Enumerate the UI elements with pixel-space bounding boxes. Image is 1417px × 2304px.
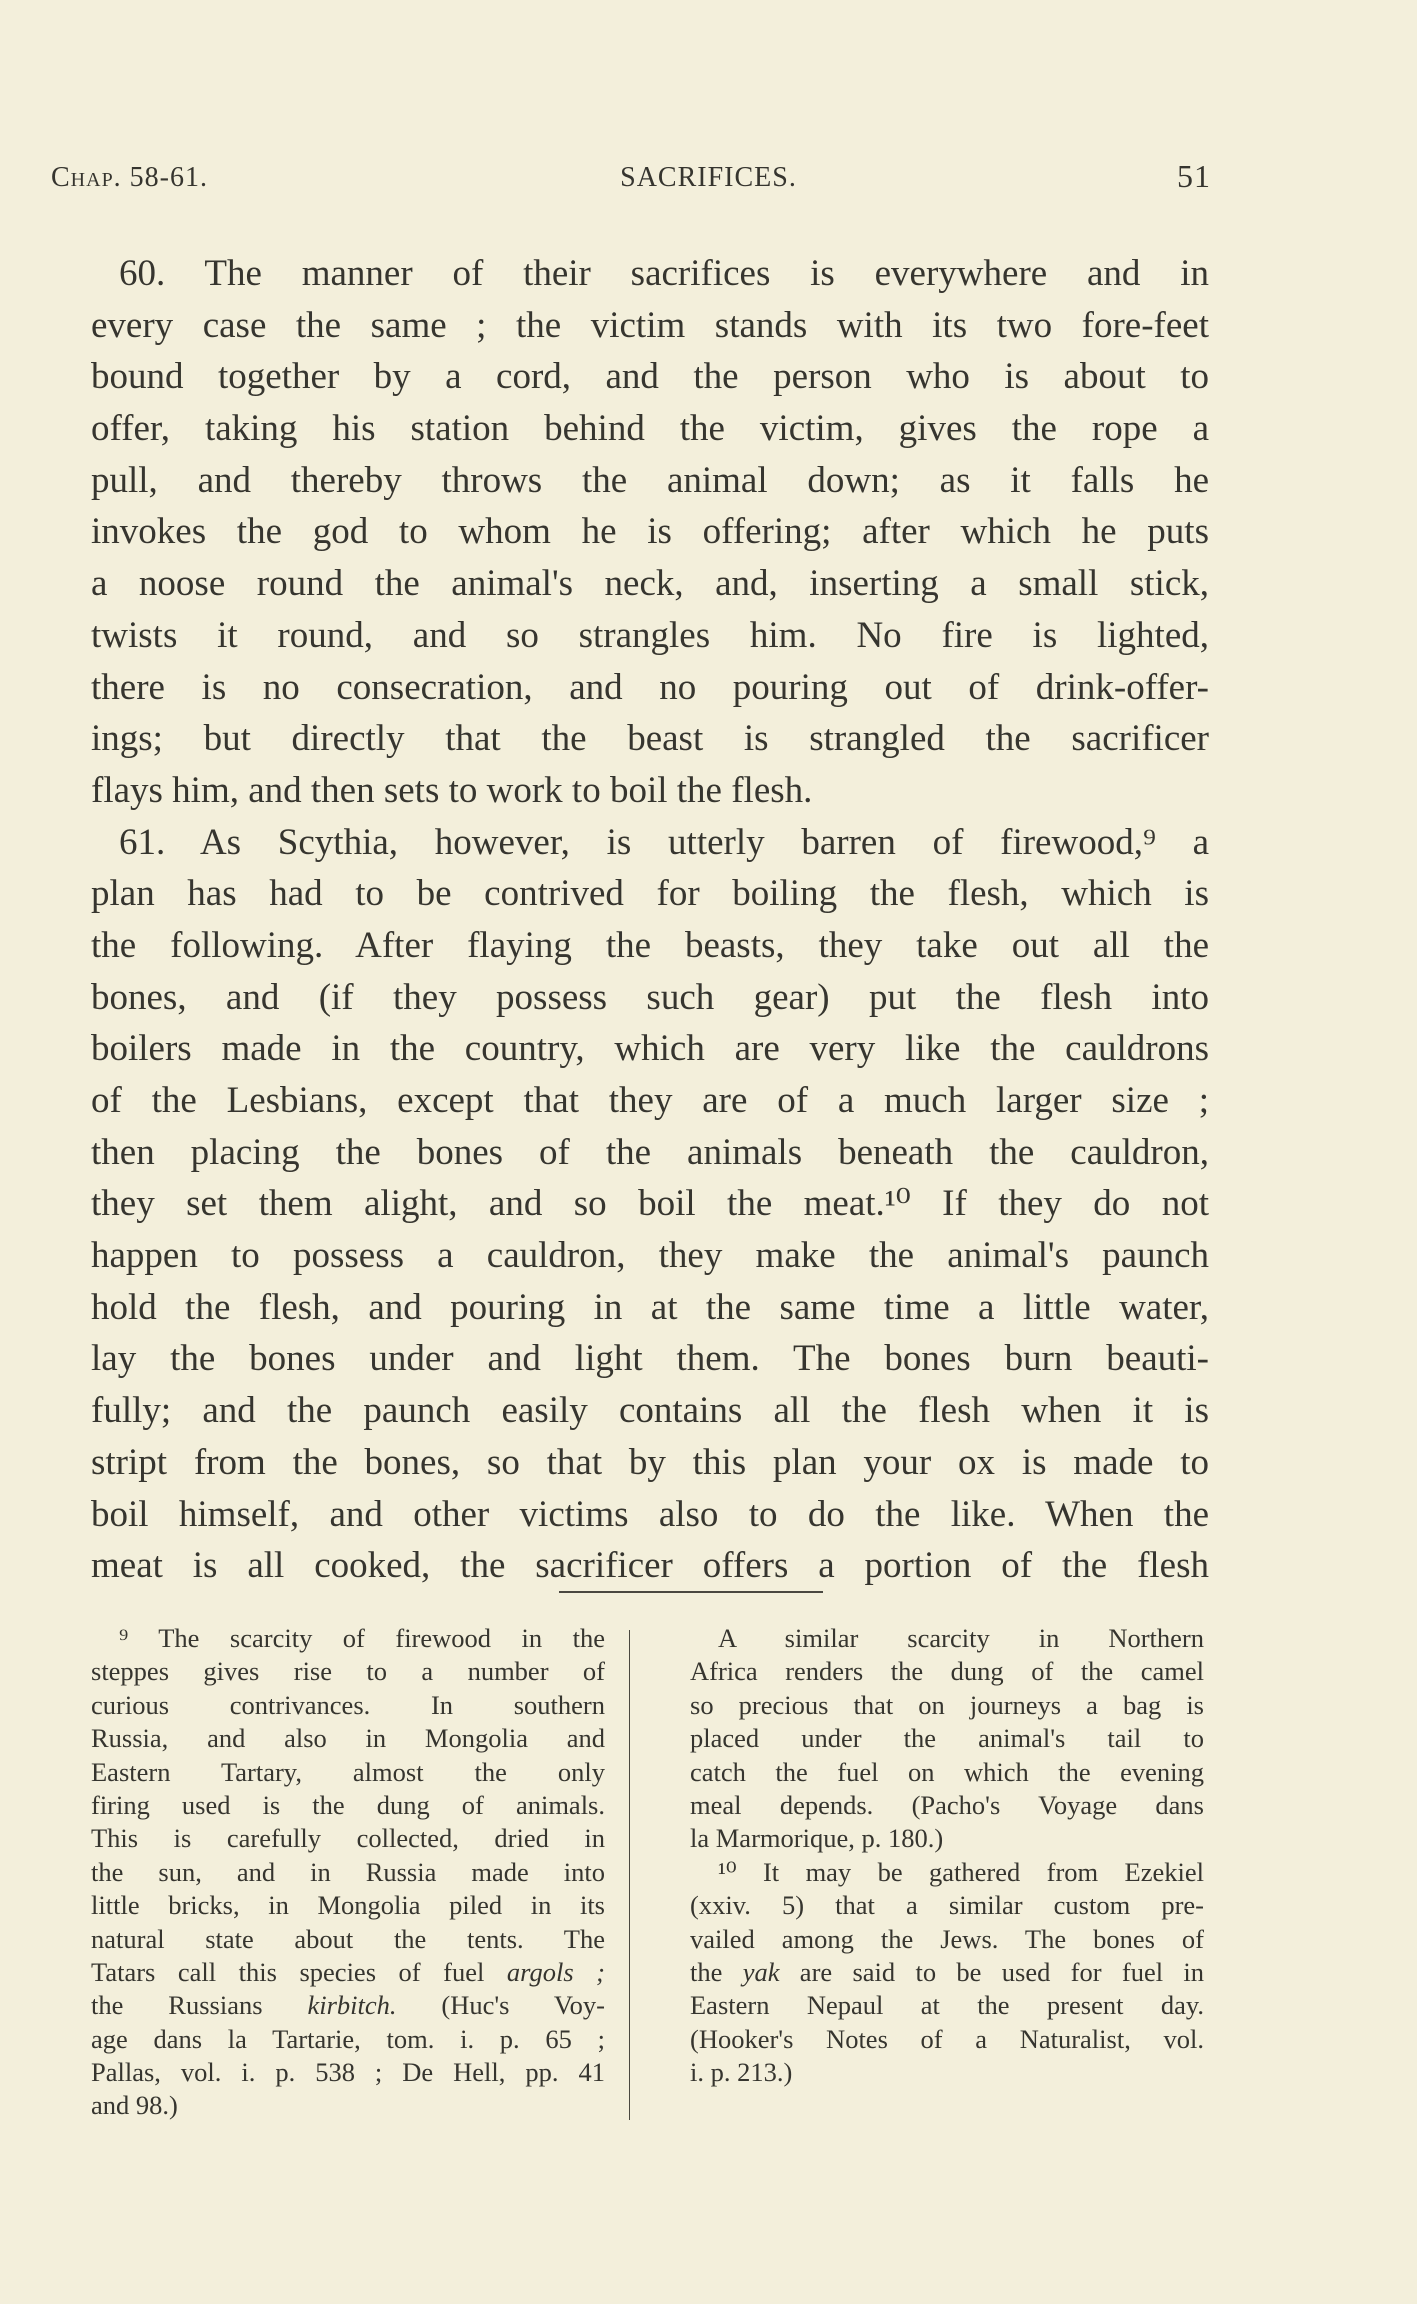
body-line: [91, 662, 1209, 714]
body-line: [91, 1540, 1209, 1592]
line-text: and 98.): [91, 2090, 178, 2121]
body-line: [91, 558, 1209, 610]
footnote-line: [690, 1956, 1204, 1989]
footnote-line: [690, 1923, 1204, 1956]
footnote-line: [91, 2089, 605, 2122]
line-text: ¹⁰ It may be gathered from Ezekiel: [718, 1856, 1204, 1887]
footnote-line: [91, 1923, 605, 1956]
body-text: [91, 248, 1209, 1592]
footnote-line: [91, 1956, 605, 1989]
line-text: the following. After flaying the beasts, they take out all the: [91, 924, 1209, 966]
line-text: offer, taking his station behind the victim, gives the rope a: [91, 408, 1209, 450]
line-text: the: [690, 1956, 743, 1987]
body-line: [91, 300, 1209, 352]
line-text: meal depends. (Pacho's Voyage dans: [690, 1789, 1204, 1820]
footnote-line: [91, 1655, 605, 1688]
footnote-line: [690, 2056, 1204, 2089]
footnote-line: [91, 1822, 605, 1855]
body-line: [91, 1489, 1209, 1541]
footnote-rule: [559, 1591, 823, 1593]
body-line: [91, 765, 1209, 817]
footnote-line: [690, 2023, 1204, 2056]
body-line: [91, 248, 1209, 300]
line-text: the Russians: [91, 1990, 308, 2021]
line-text: fully; and the paunch easily contains all the flesh when it is: [91, 1390, 1209, 1432]
body-line: [91, 1075, 1209, 1127]
line-text: curious contrivances. In southern: [91, 1689, 605, 1720]
line-text: This is carefully collected, dried in: [91, 1823, 605, 1854]
footnote-line: [690, 1856, 1204, 1889]
footnote-line: [91, 1722, 605, 1755]
line-text: 61. As Scythia, however, is utterly barren of firewood,⁹ a: [119, 821, 1209, 863]
line-text: 60. The manner of their sacrifices is everywhere and in: [119, 253, 1209, 294]
column-divider: [629, 1630, 630, 2120]
footnote-line: [91, 2023, 605, 2056]
line-text: bound together by a cord, and the person who is about to: [91, 356, 1209, 398]
line-text: firing used is the dung of animals.: [91, 1789, 605, 1820]
footnote-line: [690, 1756, 1204, 1789]
line-text: the sun, and in Russia made into: [91, 1856, 605, 1887]
body-line: [91, 1385, 1209, 1437]
line-text: age dans la Tartarie, tom. i. p. 65 ;: [91, 2023, 605, 2054]
body-line: [91, 713, 1209, 765]
running-head-chapter: Chap. 58-61.: [51, 162, 209, 193]
italic-text: argols ;: [506, 1956, 605, 1987]
footnote-line: [91, 1989, 605, 2022]
line-text: (xxiv. 5) that a similar custom pre-: [690, 1890, 1204, 1921]
body-line: [91, 1282, 1209, 1334]
line-text: boil himself, and other victims also to do the like. When the: [91, 1493, 1209, 1535]
italic-text: yak: [742, 1956, 780, 1987]
footnote-line: [690, 1689, 1204, 1722]
line-text: natural state about the tents. The: [91, 1923, 605, 1954]
line-text: twists it round, and so strangles him. No fire is lighted,: [91, 614, 1209, 656]
line-text: there is no consecration, and no pouring out of drink-offer-: [91, 666, 1209, 708]
line-text: invokes the god to whom he is offering; after which he puts: [91, 511, 1209, 553]
line-text: pull, and thereby throws the animal down; as it falls he: [91, 459, 1209, 501]
line-text: Pallas, vol. i. p. 538 ; De Hell, pp. 41: [91, 2057, 605, 2088]
line-text: (Hooker's Notes of a Naturalist, vol.: [690, 2023, 1204, 2054]
line-text: boilers made in the country, which are very like the cauldrons: [91, 1028, 1209, 1070]
footnote-line: [91, 1856, 605, 1889]
line-text: (Huc's Voy-: [396, 1990, 605, 2021]
body-line: [91, 351, 1209, 403]
body-line: [91, 1230, 1209, 1282]
footnote-line: [91, 1689, 605, 1722]
line-text: are said to be used for fuel in: [779, 1956, 1204, 1987]
body-line: [91, 610, 1209, 662]
line-text: ings; but directly that the beast is strangled the sacrificer: [91, 718, 1209, 760]
line-text: catch the fuel on which the evening: [690, 1756, 1204, 1787]
line-text: a noose round the animal's neck, and, inserting a small stick,: [91, 563, 1209, 605]
line-text: A similar scarcity in Northern: [718, 1623, 1204, 1653]
line-text: steppes gives rise to a number of: [91, 1656, 605, 1687]
line-text: Eastern Tartary, almost the only: [91, 1756, 605, 1787]
line-text: bones, and (if they possess such gear) put the flesh into: [91, 976, 1209, 1018]
running-head-title: SACRIFICES.: [620, 162, 797, 193]
footnotes-left-column: [91, 1622, 605, 2123]
footnote-line: [690, 1622, 1204, 1655]
line-text: la Marmorique, p. 180.): [690, 1823, 944, 1854]
line-text: meat is all cooked, the sacrificer offers a portion of the flesh: [91, 1545, 1209, 1587]
footnote-line: [91, 1789, 605, 1822]
body-line: [91, 1178, 1209, 1230]
footnote-line: [91, 1889, 605, 1922]
body-line: [91, 817, 1209, 869]
footnote-line: [690, 1889, 1204, 1922]
body-line: [91, 920, 1209, 972]
line-text: lay the bones under and light them. The bones burn beauti-: [91, 1338, 1209, 1380]
footnote-line: [690, 1822, 1204, 1855]
line-text: they set them alight, and so boil the meat.¹⁰ If they do not: [91, 1183, 1209, 1225]
line-text: Eastern Nepaul at the present day.: [690, 1990, 1204, 2021]
line-text: flays him, and then sets to work to boil the flesh.: [91, 769, 813, 811]
line-text: little bricks, in Mongolia piled in its: [91, 1890, 605, 1921]
body-line: [91, 455, 1209, 507]
footnote-line: [690, 1655, 1204, 1688]
line-text: Africa renders the dung of the camel: [690, 1656, 1204, 1687]
body-line: [91, 1023, 1209, 1075]
italic-text: kirbitch.: [307, 1990, 397, 2021]
footnote-line: [690, 1722, 1204, 1755]
page-number: 51: [1177, 158, 1211, 194]
line-text: of the Lesbians, except that they are of a much larger size ;: [91, 1080, 1209, 1121]
body-line: [91, 506, 1209, 558]
line-text: stript from the bones, so that by this plan your ox is made to: [91, 1441, 1209, 1483]
line-text: Russia, and also in Mongolia and: [91, 1723, 605, 1754]
line-text: every case the same ; the victim stands with its two fore-feet: [91, 304, 1209, 346]
footnote-line: [690, 1789, 1204, 1822]
line-text: placed under the animal's tail to: [690, 1723, 1204, 1754]
body-line: [91, 1127, 1209, 1179]
line-text: plan has had to be contrived for boiling the flesh, which is: [91, 873, 1209, 915]
line-text: i. p. 213.): [690, 2057, 793, 2088]
footnote-line: [690, 1989, 1204, 2022]
line-text: so precious that on journeys a bag is: [690, 1689, 1204, 1720]
footnote-line: [91, 1622, 605, 1655]
body-line: [91, 868, 1209, 920]
line-text: hold the flesh, and pouring in at the same time a little water,: [91, 1286, 1209, 1328]
footnotes-right-column: [690, 1622, 1204, 2089]
body-line: [91, 1333, 1209, 1385]
body-line: [91, 972, 1209, 1024]
body-line: [91, 1437, 1209, 1489]
footnote-line: [91, 1756, 605, 1789]
body-line: [91, 403, 1209, 455]
footnote-line: [91, 2056, 605, 2089]
line-text: then placing the bones of the animals beneath the cauldron,: [91, 1131, 1209, 1173]
line-text: vailed among the Jews. The bones of: [690, 1923, 1204, 1954]
line-text: ⁹ The scarcity of firewood in the: [119, 1623, 605, 1653]
line-text: Tatars call this species of fuel: [91, 1956, 507, 1987]
line-text: happen to possess a cauldron, they make the animal's paunch: [91, 1235, 1209, 1277]
